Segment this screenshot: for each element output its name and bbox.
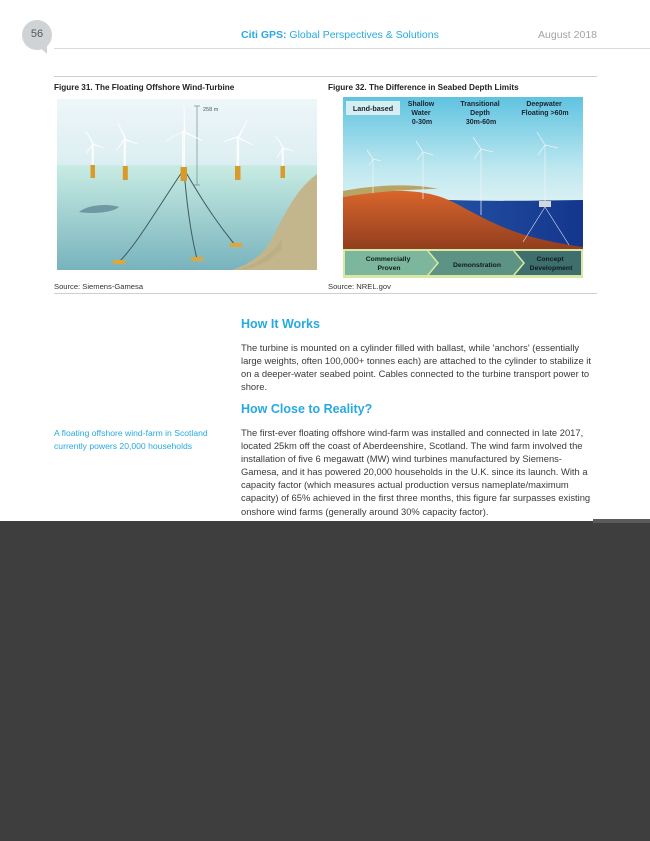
figure-32-title: Figure 32. The Difference in Seabed Depth Limits (328, 83, 519, 92)
floating-turbine-illustration (57, 99, 317, 270)
header-date: August 2018 (538, 29, 597, 41)
running-header-title (241, 29, 439, 41)
paragraph-how-close: The first-ever floating offshore wind-farm was installed and connected in late 2017, located 25km off the coast of Aberdeenshire, Scotland. The wind farm involved the installation of five 6 megawatt (MW) wind turbines manufactured by Siemens-Gamesa, and it has powered 20,000 households in the U.K. since its launch. With a capacity factor (which measures actual production versus nameplate/maximum capacity) of 65% achieved in the first three months, this figure far surpasses existing onshore wind farms (generally around 30% capacity factor). (241, 427, 591, 517)
stage-concept-line1: Concept (536, 256, 564, 263)
brand-name: Citi GPS: (241, 29, 287, 41)
series-name: Global Perspectives & Solutions (286, 29, 439, 41)
zone-land-based: Land-based (352, 104, 394, 113)
figure-31-source: Source: Siemens-Gamesa (54, 282, 144, 291)
margin-callout: A floating offshore wind-farm in Scotland currently powers 20,000 households (54, 428, 208, 451)
turbine-height-label: 258 m (203, 107, 219, 113)
page-badge-tail (36, 44, 47, 54)
seabed-depth-illustration (343, 97, 583, 278)
page-number: 56 (30, 28, 44, 40)
svg-text:Shallow Water 0-30 (408, 101, 436, 126)
zone-shallow-line2: Water (411, 110, 431, 117)
zone-transitional-line1: Transitional (460, 101, 500, 108)
section-heading-how-close: How Close to Reality? (241, 402, 373, 416)
stage-commercial-line2: Proven (377, 265, 401, 272)
stage-concept-line2: Development (529, 265, 573, 272)
figures-top-divider (54, 76, 597, 77)
stage-demonstration: Demonstration (453, 262, 501, 269)
zone-shallow-line3: 0-30m (411, 119, 433, 126)
stage-commercial-line1: Commercially (365, 256, 411, 263)
figures-bottom-divider (54, 293, 597, 294)
zone-transitional-line3: 30m-60m (465, 119, 497, 126)
section-heading-how-it-works: How It Works (241, 317, 320, 331)
zone-shallow-line1: Shallow (407, 101, 435, 108)
figure-31-title: Figure 31. The Floating Offshore Wind-Turbine (54, 83, 235, 92)
paragraph-how-it-works: The turbine is mounted on a cylinder filled with ballast, while 'anchors' (essentially large weights, often 100,000+ tonnes each) are attached to the cylinder to stabilize it on a deeper-water seabed point. Cables connected to the turbine transport power to shore. (241, 342, 591, 393)
figure-32-source: Source: NREL.gov (328, 282, 391, 291)
zone-deepwater-line2: Floating >60m (521, 110, 569, 117)
zone-transitional-line2: Depth (470, 110, 490, 117)
page-edge-tab (593, 519, 650, 523)
header-divider (54, 48, 650, 49)
zone-deepwater-line1: Deepwater (526, 101, 562, 108)
